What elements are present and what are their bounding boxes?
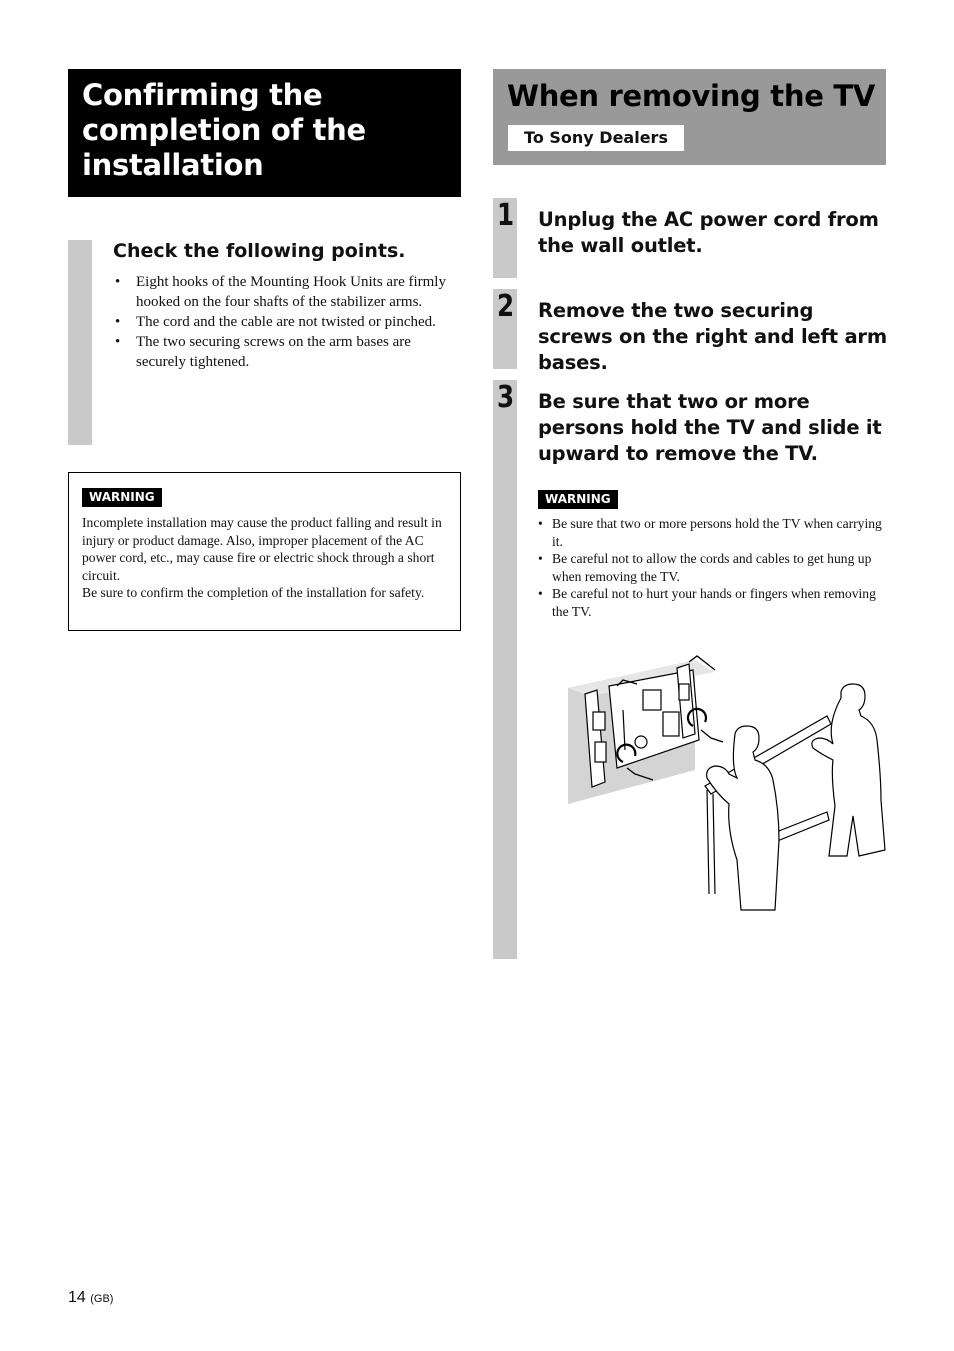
right-section-title: When removing the TV [507,79,875,113]
step-1-text: Unplug the AC power cord from the wall outlet. [538,208,879,257]
person-right [812,684,885,856]
list-item [538,585,884,620]
removal-warning-text: Be sure that two or more persons hold the TV when carrying it. [552,516,882,549]
left-section-header [68,69,461,197]
warning-line: Incomplete installation may cause the product falling and result in injury or product damage. Also, improper placement of the AC power cord, etc., may cause fire or electric shock through a short circuit. [82,515,442,583]
step-1-number: 1 [497,198,515,233]
check-list [113,272,458,372]
removal-warning-text: Be careful not to allow the cords and cables to get hung up when removing the TV. [552,551,872,584]
bullet: • [115,274,121,290]
warning-text [82,514,450,602]
removal-warning-text: Be careful not to hurt your hands or fingers when removing the TV. [552,586,876,619]
bullet: • [115,334,121,350]
check-title: Check the following points. [113,240,406,262]
installation-warning-box [68,472,461,631]
removal-warning-badge: WARNING [538,490,618,509]
list-item [538,515,884,550]
check-side-bar [68,240,92,445]
step-3-text: Be sure that two or more persons hold the TV and slide it upward to remove the TV. [538,390,882,465]
list-item [113,272,458,312]
bullet: • [115,314,121,330]
right-section-header [493,69,886,165]
list-item [113,312,458,332]
dealer-tag: To Sony Dealers [508,125,684,151]
check-point-text: The cord and the cable are not twisted or pinched. [136,314,436,330]
step-3-number: 3 [497,380,515,415]
step-2-number: 2 [497,289,515,324]
step-2-text: Remove the two securing screws on the right and left arm bases. [538,299,887,374]
removal-warning-list [538,515,884,621]
page-number: 14 [68,1289,86,1306]
left-section-title: Confirming the completion of the installation [82,78,366,182]
step-3-bar [493,380,517,959]
check-point-text: The two securing screws on the arm bases are securely tightened. [136,334,411,370]
warning-badge: WARNING [82,488,162,507]
list-item [538,550,884,585]
bullet: • [538,586,543,602]
bullet: • [538,551,543,567]
page-footer [68,1288,113,1309]
bullet: • [538,516,543,531]
removing-tv-illustration [565,650,887,912]
check-point-text: Eight hooks of the Mounting Hook Units are firmly hooked on the four shafts of the stabilizer arms. [136,274,446,310]
region-code: (GB) [90,1293,114,1305]
list-item [113,332,458,372]
warning-line: Be sure to confirm the completion of the installation for safety. [82,585,425,601]
